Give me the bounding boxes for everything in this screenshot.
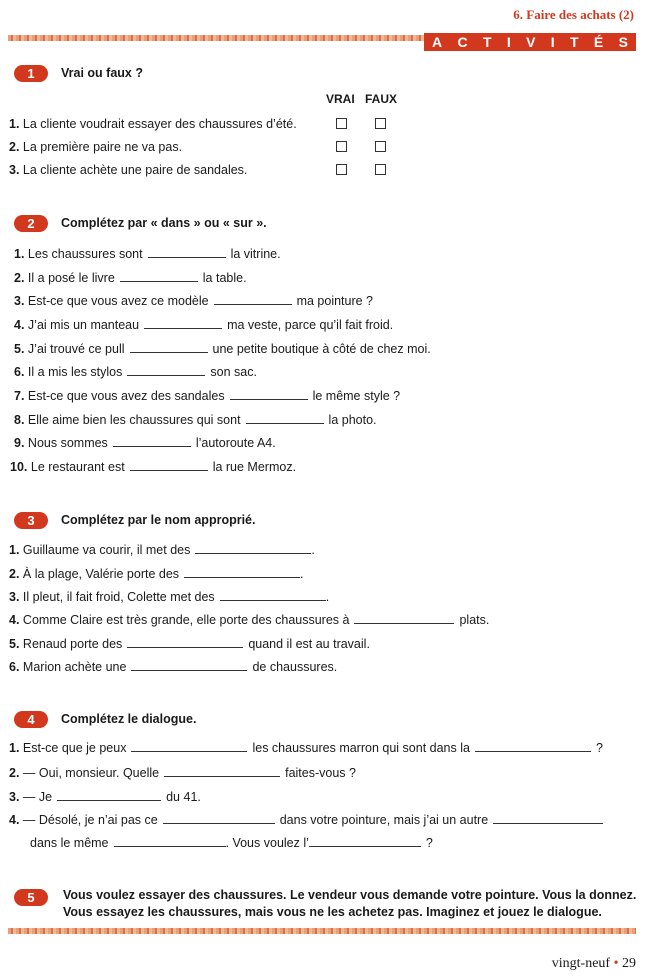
page-word: vingt-neuf (551, 956, 611, 971)
dialogue-line-2: 2. — Oui, monsieur. Quelle faites-vous ? (9, 766, 356, 780)
faux-checkbox-3[interactable] (375, 164, 386, 175)
answer-blank[interactable] (246, 412, 324, 424)
dans-sur-item-4: 4. J’ai mis un manteau ma veste, parce qu’il fait froid. (14, 318, 394, 332)
vf-item-2: 2. La première paire ne va pas. (9, 140, 183, 154)
dans-sur-item-8: 8. Elle aime bien les chaussures qui sont la photo. (14, 413, 377, 427)
exercise-5-badge: 5 (14, 889, 48, 906)
noun-item-1: 1. Guillaume va courir, il met des . (9, 543, 315, 557)
header-divider (8, 35, 424, 41)
noun-item-6: 6. Marion achète une de chaussures. (9, 660, 338, 674)
faux-checkbox-1[interactable] (375, 118, 386, 129)
exercise-2-title: Complétez par « dans » ou « sur ». (61, 216, 267, 230)
noun-item-5: 5. Renaud porte des quand il est au travail. (9, 637, 370, 651)
answer-blank[interactable] (113, 435, 191, 447)
answer-blank[interactable] (220, 589, 326, 601)
exercise-1-badge: 1 (14, 65, 48, 82)
answer-blank[interactable] (127, 636, 243, 648)
banner-letter: I (550, 34, 555, 50)
vf-item-1: 1. La cliente voudrait essayer des chaussures d’été. (9, 117, 297, 131)
answer-blank[interactable] (230, 388, 308, 400)
dans-sur-item-9: 9. Nous sommes l’autoroute A4. (14, 436, 276, 450)
exercise-5-line-2: Vous essayez les chaussures, mais vous ne les achetez pas. Imaginez et jouez le dialogue. (63, 905, 602, 919)
answer-blank[interactable] (57, 789, 161, 801)
answer-blank[interactable] (184, 566, 300, 578)
activites-banner (424, 33, 636, 51)
noun-item-3: 3. Il pleut, il fait froid, Colette met des . (9, 590, 330, 604)
noun-item-2: 2. À la plage, Valérie porte des . (9, 567, 304, 581)
answer-blank[interactable] (114, 835, 226, 847)
dialogue-line-4: 4. — Désolé, je n’ai pas ce dans votre pointure, mais j’ai un autre (9, 812, 608, 827)
answer-blank[interactable] (131, 659, 247, 671)
vf-item-3: 3. La cliente achète une paire de sandales. (9, 163, 248, 177)
answer-blank[interactable] (163, 812, 275, 824)
dans-sur-item-6: 6. Il a mis les stylos son sac. (14, 365, 257, 379)
dialogue-line-5: dans le même . Vous voulez l’ ? (30, 836, 433, 850)
dialogue-line-3: 3. — Je du 41. (9, 790, 201, 804)
banner-letter: A (432, 34, 443, 50)
answer-blank[interactable] (475, 740, 591, 752)
exercise-3-title: Complétez par le nom approprié. (61, 513, 256, 527)
answer-blank[interactable] (131, 740, 247, 752)
answer-blank[interactable] (148, 246, 226, 258)
answer-blank[interactable] (164, 765, 280, 777)
dans-sur-item-7: 7. Est-ce que vous avez des sandales le même style ? (14, 389, 401, 403)
answer-blank[interactable] (127, 364, 205, 376)
exercise-5-line-1: Vous voulez essayer des chaussures. Le vendeur vous demande votre pointure. Vous la donnez. (63, 888, 637, 902)
vrai-checkbox-3[interactable] (336, 164, 347, 175)
vrai-checkbox-2[interactable] (336, 141, 347, 152)
exercise-3-badge: 3 (14, 512, 48, 529)
dans-sur-item-2: 2. Il a posé le livre la table. (14, 271, 247, 285)
banner-letter: V (526, 34, 536, 50)
answer-blank[interactable] (130, 459, 208, 471)
column-vrai: VRAI (326, 92, 355, 106)
answer-blank[interactable] (354, 612, 454, 624)
answer-blank[interactable] (144, 317, 222, 329)
exercise-2-badge: 2 (14, 215, 48, 232)
column-faux: FAUX (365, 92, 398, 106)
vrai-checkbox-1[interactable] (336, 118, 347, 129)
banner-letter: É (593, 34, 604, 50)
exercise-4-title: Complétez le dialogue. (61, 712, 197, 726)
page-number: 29 (622, 956, 636, 971)
dans-sur-item-5: 5. J’ai trouvé ce pull une petite boutique à côté de chez moi. (14, 342, 431, 356)
chapter-title: 6. Faire des achats (2) (513, 7, 634, 22)
answer-blank[interactable] (309, 835, 421, 847)
bullet: • (613, 956, 619, 971)
footer-divider (8, 928, 636, 934)
banner-letter: T (482, 34, 492, 50)
noun-item-4: 4. Comme Claire est très grande, elle porte des chaussures à plats. (9, 613, 490, 627)
answer-blank[interactable] (195, 542, 311, 554)
answer-blank[interactable] (130, 341, 208, 353)
dialogue-line-1: 1. Est-ce que je peux les chaussures marron qui sont dans la ? (9, 741, 603, 755)
answer-blank[interactable] (214, 293, 292, 305)
banner-letter: S (618, 34, 628, 50)
dans-sur-item-10: 10. Le restaurant est la rue Mermoz. (10, 460, 297, 474)
banner-letter: T (570, 34, 579, 50)
banner-letter: C (457, 34, 468, 50)
answer-blank[interactable] (120, 270, 198, 282)
answer-blank[interactable] (493, 812, 603, 824)
exercise-1-title: Vrai ou faux ? (61, 66, 143, 80)
dans-sur-item-1: 1. Les chaussures sont la vitrine. (14, 247, 281, 261)
dans-sur-item-3: 3. Est-ce que vous avez ce modèle ma pointure ? (14, 294, 374, 308)
banner-letter: I (506, 34, 511, 50)
faux-checkbox-2[interactable] (375, 141, 386, 152)
page-footer (552, 956, 636, 972)
exercise-4-badge: 4 (14, 711, 48, 728)
